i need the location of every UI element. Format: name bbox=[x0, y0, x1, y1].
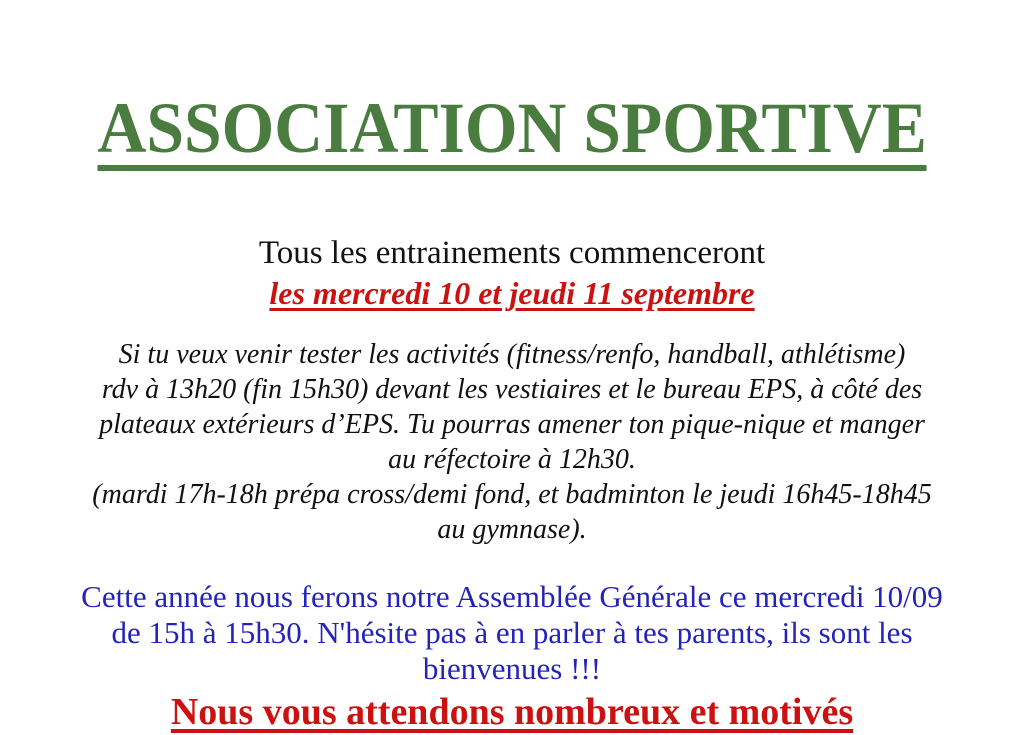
intro-line: Tous les entrainements commenceront bbox=[258, 235, 766, 272]
closing-line-text: Nous vous attendons nombreux et motivés bbox=[170, 691, 854, 734]
info-line: au réfectoire à 12h30. bbox=[388, 444, 636, 476]
info-paragraph bbox=[0, 337, 1024, 547]
info-line: rdv à 13h20 (fin 15h30) devant les vestiaires et le bureau EPS, à côté des bbox=[101, 374, 923, 406]
assembly-line: Cette année nous ferons notre Assemblée Générale ce mercredi 10/09 bbox=[81, 579, 943, 615]
page-title: ASSOCIATION SPORTIVE bbox=[97, 92, 926, 171]
title-row bbox=[0, 44, 1024, 219]
date-line-text: les mercredi 10 et jeudi 11 septembre bbox=[269, 275, 755, 312]
assembly-paragraph bbox=[0, 579, 1024, 687]
info-line: Si tu veux venir tester les activités (fitness/renfo, handball, athlétisme) bbox=[118, 339, 906, 371]
closing-line bbox=[0, 689, 1024, 735]
info-line: au gymnase). bbox=[437, 514, 587, 546]
info-line: (mardi 17h-18h prépa cross/demi fond, et badminton le jeudi 16h45-18h45 bbox=[92, 479, 932, 511]
info-line: plateaux extérieurs d’EPS. Tu pourras amener ton pique-nique et manger bbox=[99, 409, 925, 441]
date-line bbox=[0, 273, 1024, 313]
assembly-line: bienvenues !!! bbox=[422, 651, 602, 687]
assembly-line: de 15h à 15h30. N'hésite pas à en parler à tes parents, ils sont les bbox=[111, 615, 913, 651]
